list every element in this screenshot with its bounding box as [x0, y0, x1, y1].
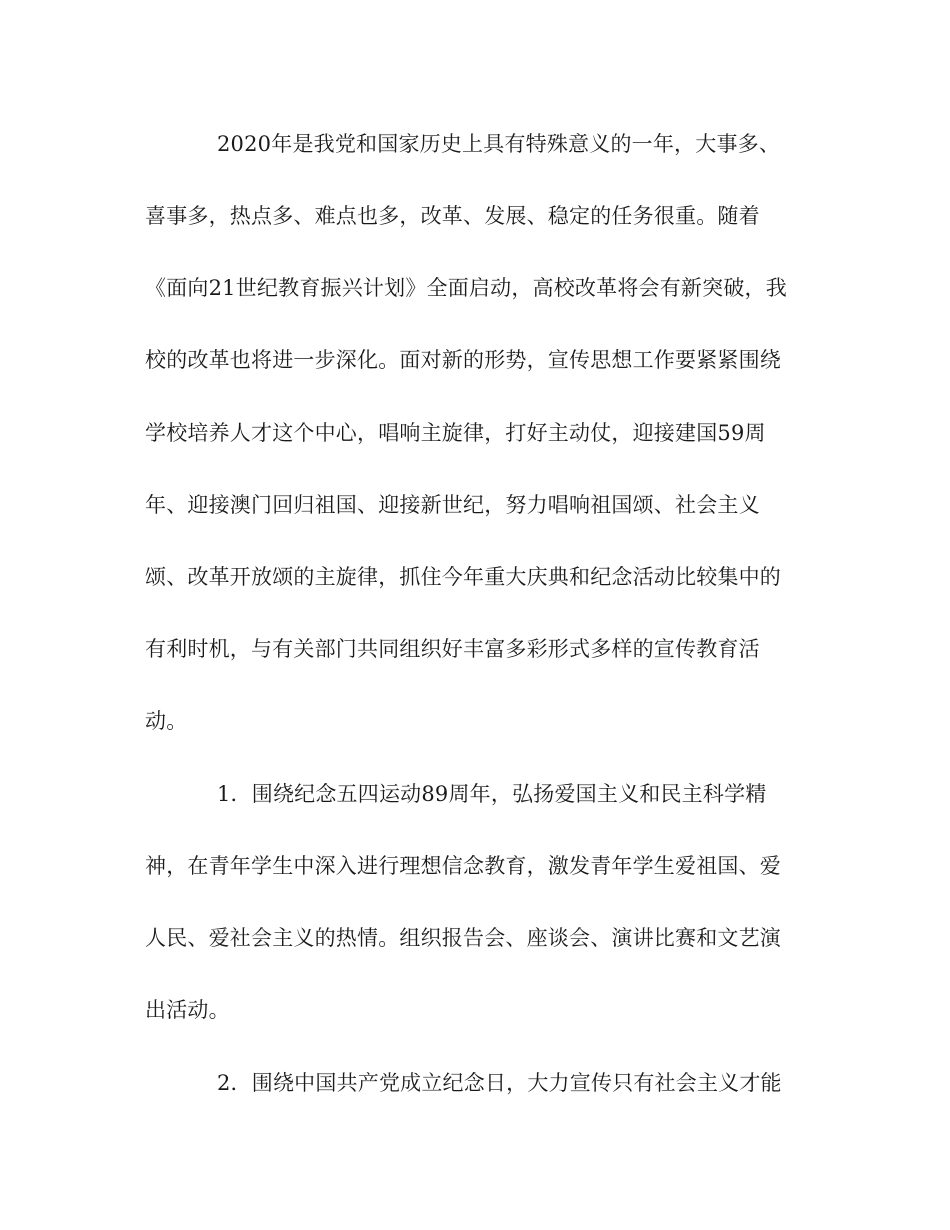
paragraph-1-line-4: 校的改革也将进一步深化。面对新的形势，宣传思想工作要紧紧围绕 — [145, 348, 781, 372]
item-1-line-1: 1．围绕纪念五四运动89周年，弘扬爱国主义和民主科学精 — [217, 782, 767, 806]
paragraph-1-line-9: 动。 — [145, 709, 188, 733]
paragraph-1-line-1: 2020年是我党和国家历史上具有特殊意义的一年，大事多、 — [217, 132, 781, 156]
paragraph-1-line-8: 有利时机，与有关部门共同组织好丰富多彩形式多样的宣传教育活 — [145, 637, 760, 661]
paragraph-1-line-6: 年、迎接澳门回归祖国、迎接新世纪，努力唱响祖国颂、社会主义 — [145, 493, 760, 517]
item-2-line-1: 2．围绕中国共产党成立纪念日，大力宣传只有社会主义才能 — [217, 1071, 782, 1095]
paragraph-1-line-3: 《面向21世纪教育振兴计划》全面启动，高校改革将会有新突破，我 — [145, 276, 787, 300]
paragraph-1-line-2: 喜事多，热点多、难点也多，改革、发展、稳定的任务很重。随着 — [145, 204, 760, 228]
item-1-line-3: 人民、爱社会主义的热情。组织报告会、座谈会、演讲比赛和文艺演 — [145, 926, 781, 950]
paragraph-1-line-5: 学校培养人才这个中心，唱响主旋律，打好主动仗，迎接建国59周 — [145, 421, 766, 445]
item-1-line-2: 神，在青年学生中深入进行理想信念教育，激发青年学生爱祖国、爱 — [145, 854, 781, 878]
paragraph-1-line-7: 颂、改革开放颂的主旋律，抓住今年重大庆典和纪念活动比较集中的 — [145, 565, 781, 589]
item-1-line-4: 出活动。 — [145, 998, 230, 1022]
